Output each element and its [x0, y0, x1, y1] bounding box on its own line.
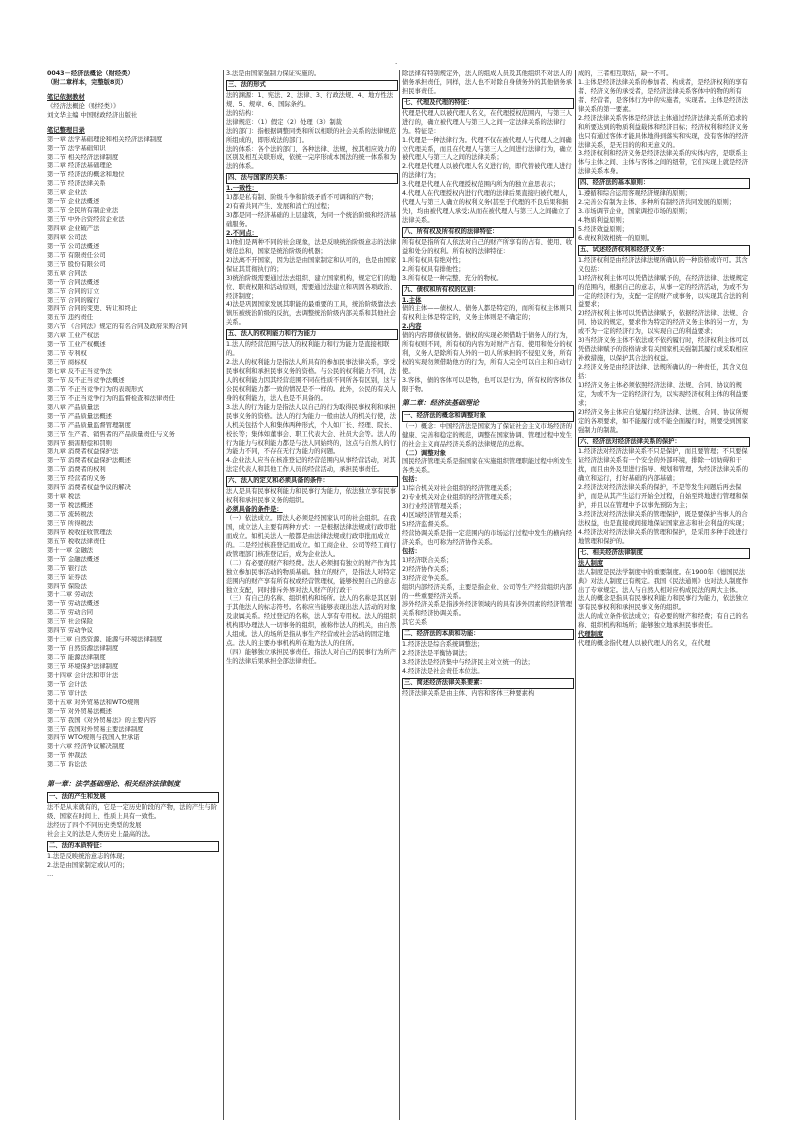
paragraph: 法律规范：（1）假定（2）处理（3）制裁 — [226, 118, 342, 126]
toc-item: 第三节 股份有限公司 — [47, 260, 106, 268]
paragraph: 1)都是私有制、阶级斗争和阶级矛盾不可调和的产物； — [226, 194, 378, 202]
toc-item: 第二节 有限责任公司 — [47, 251, 106, 259]
paragraph: 法人的成立条件依法成立；有必要的财产和经费；有自己的名称、组织机构和场所；能够独立地承担民事责任。 — [578, 613, 749, 630]
toc-item: 第五节 税收法律责任 — [47, 537, 106, 545]
toc-item: 第一节 经济法的概念和地位 — [47, 171, 125, 179]
paragraph: 法不是从来就有的，它是一定历史阶段的产物，法的产生与阶级、国家在时间上、性质上具有一致性。 — [47, 804, 218, 820]
toc-item: 第一节 公司法概述 — [47, 242, 100, 250]
subheading: 包括： — [402, 476, 421, 484]
paragraph: 2.经济法律关系客体是经济法主体通过经济法律关系所追求的和所要达到的物质利益载体和经济目标；经济权利和经济义务也只有通过客体才能具体地得到落实和实现，没有客体的经济法律关系，是无目的的和无意义的。 — [578, 114, 749, 149]
toc-item: 第一节 消费者权益保护法概述 — [47, 457, 131, 465]
toc-item: 第二节 经济法律关系 — [47, 180, 106, 188]
toc-item: 第五节 违约责任 — [47, 314, 94, 322]
toc-item: 第十三章 自然资源、能源与环境法律制度 — [47, 636, 163, 644]
paragraph: 1.遵循和综合运用客观经济规律的原则； — [578, 190, 692, 198]
paragraph: 2.代理是代理人以被代理人名义进行的，即代替被代理人进行的法律行为； — [402, 163, 572, 180]
paragraph: 2.所有权具有排他性； — [402, 265, 465, 273]
section-toc: 笔记整理目录 — [47, 126, 85, 134]
paragraph: 4.代理人在代理授权内进行代理的法律后果直接归被代理人，代理人与第三人确立的权利义务(甚至于代理的不良后果和损失)，均由被代理人承受;从而在被代理人与第三人之间确立了法律关系。 — [402, 190, 572, 224]
heading: 二、法的本质特征： — [47, 841, 219, 852]
heading: 七、代理及代理的特征： — [402, 98, 574, 109]
paragraph: 4.经济法是社会责任本位法。 — [402, 668, 484, 675]
paragraph: 代理的概念指代理人以被代理人的名义，在代理 — [578, 640, 711, 648]
toc-item: 第二节 消费者的权利 — [47, 466, 106, 474]
paragraph: … — [47, 870, 54, 878]
toc-item: 第一节 劳动法概述 — [47, 600, 100, 608]
heading: 五、试述经济权利和经济义务： — [578, 245, 750, 256]
heading: 六、法人的定义和必须具备的条件： — [226, 476, 398, 487]
toc-item: 第四节 保险法 — [47, 582, 87, 590]
toc-item: 第四节 损害赔偿和罚则 — [47, 439, 112, 447]
paragraph: 2.完善公有制为主体、多种所有制经济共同发展的原则； — [578, 199, 736, 207]
heading: 三、法的形式 — [226, 80, 398, 91]
toc-item: 第二节 能源法律制度 — [47, 654, 106, 661]
toc-item: 第二节 劳动合同 — [47, 609, 94, 617]
toc-item: 第一节 仲裁法 — [47, 752, 87, 760]
heading: 一、法的产生和发展 — [47, 792, 219, 803]
paragraph: （一）概念：中国经济法是国家为了保证社会主义市场经济的健康、完善和稳定的规范，调整在国家协调、管理过程中发生的社会主义商品经济关系的法律规范的总称。 — [402, 422, 573, 448]
paragraph: 1.代理是一种法律行为。代理不仅在被代理人与代理人之间确立代理关系，而且在代理人与第三人之间进行法律行为，确立被代理人与第三人之间的法律关系； — [402, 136, 573, 162]
paragraph: 所有权是指所有人依法对自己的财产所享有的占有、使用、收益和处分的权利。所有权的法律特征： — [402, 238, 573, 255]
heading: 三、简述经济法律关系要素： — [402, 678, 574, 689]
paragraph: 法人是具有民事权利能力和民事行为能力，依法独立享有民事权利和承担民事义务的组织。 — [226, 488, 397, 505]
subheading: 必须具备的条件是： — [226, 506, 283, 514]
toc-item: 第三节 合同的履行 — [47, 296, 100, 304]
toc-item: 第二节 专利权 — [47, 350, 87, 358]
paragraph: 2.法人的权利能力是指法人所具有的参加民事法律关系，享受民事权利和承担民事义务的资格。与公民的权利能力不同，法人的权利能力因其经营范围不同在性质不同所各有区别，这与公民权利能力都一致的情况是不一样的。此外，公民的有关人身的权利能力，法人也是不具备的。 — [226, 359, 397, 402]
column-2 — [223, 70, 398, 1120]
paragraph: 2.法是由国家制定或认可的； — [47, 861, 129, 869]
paragraph: 1)经济联合关系； — [402, 556, 453, 564]
paragraph: 1.经济法对经济法律关系不只是保护，而且要管理；不只要保证经济法律关系有一个安全的外部环境，排除一切妨碍和干扰，而且由外及里进行指导、规划和管理，为经济法律关系的确立和运行，打好基础的内部基础； — [578, 448, 749, 483]
toc-item: 第六节 《合同法》规定的有名合同及政府采购合同 — [47, 323, 188, 331]
toc-item: 第二节 全民所有制企业法 — [47, 207, 119, 215]
toc-item: 第二节 审计法 — [47, 689, 87, 697]
paragraph: 代理是代理人以被代理人名义，在代理授权范围内，与第三人进行的，确立被代理人与第三人之间一定法律关系的法律行为。特征是： — [402, 109, 573, 135]
heading: 九、债权和所有权的区别： — [402, 285, 574, 296]
paragraph: 3)统治阶级需要通过法去组织、建立国家机构，规定它们的地位、职责权限和活动原则，需要通过法建立和巩固各项政治、经济制度； — [226, 274, 397, 300]
page-mark: · — [395, 60, 398, 68]
heading: 五、法人的权利能力和行为能力 — [226, 329, 398, 340]
toc-item: 第一节 金融法概述 — [47, 555, 100, 563]
heading: 七、相关经济法律制度 — [578, 548, 750, 559]
doc-subtitle: （附二章样本，完整版8页） — [47, 78, 127, 86]
toc-item: 第十四章 会计法和审计法 — [47, 671, 119, 679]
subheading: 2.不同点： — [226, 229, 258, 237]
paragraph: 3.客体，债的客体可以是物，也可以是行为，所有权的客体仅限于物。 — [402, 376, 572, 393]
column-4 — [575, 70, 750, 1120]
paragraph: 1.法是反映统治意志的体现； — [47, 852, 129, 860]
paragraph: 1.所有权具有绝对性； — [402, 256, 465, 264]
paragraph: 4)法是巩固国家发展其职能的最重要的工具，统治阶级靠法去镇压被统治阶级的反抗，去调整统治阶级内部关系和其他社会关系。 — [226, 301, 397, 327]
toc-item: 第一节 产品质量法概述 — [47, 412, 112, 420]
subheading: 2.内容 — [402, 323, 422, 331]
paragraph: （一）依法成立。即法人必须是经国家认可的社会组织。在我国，成立法人主要有两种方式：一是根据法律法规或行政审批而成立。如机关法人一般都是由法律法规或行政审批而成立的。二是经过核准登记而成立。如工商企业、公司等经工商行政管理部门核准登记后，成为企业法人。 — [226, 515, 397, 558]
toc-item: 第四章 企业破产法 — [47, 225, 100, 232]
heading: 二、经济法的本质和功能： — [402, 629, 574, 640]
toc-item: 第二节 我国《对外贸易法》的主要内容 — [47, 716, 157, 724]
paragraph: 2.经济法是平衡协调法； — [402, 650, 471, 658]
toc-item: 第四章 公司法 — [47, 233, 87, 241]
toc-item: 第三节 中外合资经营企业法 — [47, 216, 125, 224]
toc-item: 第四节 消费者权益争议的解决 — [47, 484, 131, 492]
toc-item: 第二节 产品质量监督管理制度 — [47, 421, 131, 429]
paragraph: 2.经济义务是由经济法律、法规所确认的一种责任，其含义包括： — [578, 364, 748, 380]
heading: 一、经济法的概念和调整对象 — [402, 411, 574, 422]
paragraph: 3.所有权是一种完整、充分的物权。 — [402, 274, 503, 282]
paragraph: 3.市场调节企业，国家调控市场的原则； — [578, 208, 692, 216]
paragraph: 法的体系：各个法的部门、各种法律、法规，按其相应效力的区别及相互关联形成，依统一完序形成本国法的统一体系和为法的体系。 — [226, 145, 397, 171]
toc-item: 第十六章 经济争议解决制度 — [47, 743, 125, 751]
column-3 — [399, 70, 574, 1120]
paragraph: 1.经济法是综合系统调整法； — [402, 641, 484, 649]
toc-item: 第三节 商标权 — [47, 359, 87, 367]
paragraph: 3)都是同一经济基础的上层建筑，为同一个统治阶级和经济基础服务。 — [226, 212, 397, 228]
paragraph: 6.责权利效相统一的原则。 — [578, 234, 654, 242]
toc-item: 第四节 合同的变更、转让和终止 — [47, 305, 138, 313]
paragraph: 2)专业机关对企业组织的经济管理关系； — [402, 494, 516, 502]
paragraph: 2)经济义务主体应自觉履行经济法律、法规、合同、协议所规定的各项要求，如不能履行或不能全面履行时，则要受到国家强制力的制裁。 — [578, 408, 749, 434]
toc-item: 第一节 自然资源法律制度 — [47, 645, 119, 653]
toc-item: 第二节 银行法 — [47, 564, 87, 572]
toc-item: 第一章 法学基础理论和相关经济法律制度 — [47, 135, 163, 143]
paragraph: 除法律有特别规定外，法人的组成人员及其他组织不对法人的债务承担责任，同样，法人也不对除自身债务外的其他债务承担民事责任。 — [402, 70, 573, 95]
toc-item: 第二节 相关经济法律制度 — [47, 153, 119, 161]
toc-item: 第七章 反不正当竞争法 — [47, 368, 112, 375]
toc-item: 第十五章 对外贸易法和WTO规则 — [47, 698, 140, 706]
toc-item: 第八章 产品质量法 — [47, 403, 100, 411]
toc-item: 第三节 所得税法 — [47, 519, 94, 527]
chapter-2-title: 第二章：经济法基础理论 — [402, 398, 479, 407]
book-name: 《经济法概论（财经类）》 — [47, 102, 120, 110]
toc-item: 第一节 反不正当竞争法概述 — [47, 376, 125, 384]
toc-item: 第二节 不正当竞争行为的表现形式 — [47, 385, 144, 393]
doc-title: 0043－经济法概论（财经类） — [47, 70, 134, 77]
toc-item: 第一节 企业法概述 — [47, 198, 100, 206]
paragraph: 法经历了四个不同历史类型的发展 — [47, 821, 142, 829]
paragraph: 涉外经济关系是指涉外经济领域内的具有涉外因素的经济管理关系和经济协调关系。 — [402, 601, 573, 618]
book-author: 刘文华主编 中国财政经济出版社 — [47, 111, 138, 119]
paragraph: 其它关系 — [402, 619, 428, 627]
subheading: 1.一致性： — [226, 185, 258, 193]
toc-item: 第十章 税法 — [47, 493, 81, 501]
toc-item: 第三节 我国对外贸易主要法律制度 — [47, 725, 144, 733]
paragraph: 经营协调关系是指一定范围内的市场运行过程中发生的横向经济关系，也可称为经济协作关系。 — [402, 529, 573, 546]
toc-item: 第十一章 金融法 — [47, 546, 94, 554]
paragraph: 债的主体——债权人、债务人都是特定的，而所有权主体则只有权利主体是特定的，义务主体则是不确定的； — [402, 305, 573, 322]
toc-item: 第四节 WTO规则与我国入世承诺 — [47, 734, 140, 742]
toc-item: 第六章 工业产权法 — [47, 332, 100, 340]
paragraph: 4.物质利益原则； — [578, 217, 629, 224]
toc-item: 第三节 环境保护法律制度 — [47, 662, 119, 670]
toc-item: 第四节 劳动争议 — [47, 627, 94, 635]
subheading: 包括： — [402, 547, 421, 555]
paragraph: 法人的概念是指具有民事权利能力和民事行为能力，依法独立享有民事权利和承担民事义务的组织。 — [578, 595, 749, 612]
paragraph: 4.企业法人应当在核准登记的经营范围内从事经营活动，对其法定代表人和其他工作人员的经营活动，承担民事责任。 — [226, 457, 396, 474]
paragraph: 成的，三者相互联结，缺一不可。 — [578, 70, 673, 77]
heading: 四、法与国家的关系： — [226, 173, 398, 184]
column-1 — [47, 70, 219, 1120]
paragraph: 法的结构： — [226, 109, 258, 117]
heading: 八、所有权及所有权的法律特征： — [402, 227, 574, 238]
paragraph: 3)行业经济管理关系； — [402, 503, 466, 511]
toc-item: 第三章 企业法 — [47, 189, 87, 197]
toc-item: 第二节 诉讼法 — [47, 761, 87, 769]
subheading: 代理制度 — [578, 631, 604, 639]
toc-item: 第三节 社会保险 — [47, 618, 94, 626]
paragraph: 3.法人的行为能力是指法人以自己的行为取得民事权利和承担民事义务的资格。法人的行为能力一般由法人的机关行使，法人机关包括个人和集体两种形式，个人如厂长、经理、院长、校长等；集体如董事会、职工代表大会、社员大会等。法人的行为能力与权利能力都是与法人同始终的，这点与自然人的行为能力不同，不存在无行为能力的问题。 — [226, 403, 397, 456]
toc-item: 第五章 合同法 — [47, 269, 87, 277]
paragraph: （三）有自己的名称、组织机构和场所。法人的名称是其区别于其他法人的标志符号。名称应当能够表现出法人活动的对象及隶属关系。经过登记的名称，法人享有专用权。法人的组织机构即办理法人一切事务的组织，被称作法人的机关，由自然人组成。法人的场所是指从事生产经营或社会活动的固定地点。法人的主要办事机构所在地为法人的住所。 — [226, 595, 397, 648]
toc-item: 第十二章 劳动法 — [47, 591, 94, 599]
paragraph: （四）能够独立承担民事责任。指法人对自己的民事行为所产生的法律后果承担全部法律责任。 — [226, 649, 397, 665]
toc-item: 第一节 税法概述 — [47, 502, 94, 510]
toc-item: 第三节 经营者的义务 — [47, 475, 106, 483]
chapter-1-title: 第一章：法学基础理论、相关经济法律制度 — [47, 780, 180, 789]
subheading: 法人制度 — [578, 559, 604, 567]
paragraph: 组织内部经济关系，主要是指企业、公司等生产经营组织内部的一些重要经济关系。 — [402, 583, 573, 600]
table-of-contents — [47, 136, 219, 771]
paragraph: 5.经济效益原则； — [578, 225, 629, 233]
toc-item: 第一节 会计法 — [47, 680, 87, 688]
paragraph: 1.主体是经济法律关系的参加者、构成者，是经济权利的享有者、经济义务的承受者，是经济法律关系客体中的物的所有者、经营者，是客体行为中的实施者，实现者。主体是经济法律关系的第一要素。 — [578, 78, 749, 113]
paragraph: 债的内容即债权债务。债权的实现必须借助于债务人的行为，所有权则不同，所有权的内容为对财产占有、使用和处分的权利，义务人是除所有人外的一切人所承担的不侵犯义务，所有权的实现勿须借助他方的行为，所有人完全可以自主和自动行使。 — [402, 332, 573, 375]
paragraph: 3.经济法是经济集中与经济民主对立统一的法； — [402, 659, 534, 667]
toc-item: 第一节 法学基础知识 — [47, 144, 106, 152]
paragraph: 2)法离不开国家，因为法是由国家制定和认可的，也是由国家保证其贯彻执行的； — [226, 256, 397, 273]
paragraph: 3)经济竞争关系。 — [402, 574, 453, 582]
paragraph: 1)他们是两种不同的社会现象，法是反映统治阶级意志的法律规范总和，国家是统治阶级的机器； — [226, 238, 397, 255]
toc-item: 第四节 税收征收管理法 — [47, 528, 112, 536]
paragraph: 国民经济管理关系是指国家在实施组织管理职能过程中所发生各类关系。 — [402, 458, 573, 475]
toc-item: 第三节 证券法 — [47, 573, 87, 581]
paragraph: 1)经济权利主体可以凭借法律赋予的，在经济法律、法规规定的范围内，根据自己的意志，从事一定的经济活动，为或不为一定的经济行为，支配一定的财产或事务，以实现其合法的利益要求； — [578, 274, 749, 309]
paragraph: 1)经济义务主体必须依照经济法律、法规、合同、协议的规定，为或不为一定的经济行为，以实现经济权利主体的利益要求； — [578, 381, 749, 407]
paragraph: （二）有必要的财产和经费。法人必须拥有独立的财产作为其独立参加民事活动的物质基础。独立的财产，是指法人对特定范围内的财产享有所有权或经营管理权，能够按照自己的意志独立支配，同时排斥外界对法人财产的行政干 — [226, 559, 397, 594]
paragraph: 法人制度是民法学制度中的重要制度。在1900年《德国民法典》对法人制度已有规定。我国《民法通则》也对法人制度作出了专章规定。法人与自然人相对应构成民法的两大主体。 — [578, 568, 749, 594]
toc-item: 第九章 消费者权益保护法 — [47, 448, 119, 456]
paragraph: 社会主义的法是人类历史上最高的法。 — [47, 830, 155, 838]
paragraph: 3.代理是代理人在代理授权范围内所为的独立意思表示； — [402, 181, 560, 189]
paragraph: 1.法人的经营范围与法人的权利能力和行为能力是直接相联的。 — [226, 341, 390, 358]
toc-item: 第三节 不正当竞争行为的监督检查和法律责任 — [47, 394, 175, 402]
paragraph: 5)经济监督关系。 — [402, 521, 453, 528]
paragraph: 2)经济协作关系； — [402, 565, 453, 573]
subheading: 1.主体 — [402, 296, 422, 304]
toc-item: 第一节 对外贸易法概述 — [47, 707, 112, 715]
section-textbook: 笔记依据教材 — [47, 93, 85, 101]
paragraph: 3)当经济义务主体不依法或不依约履行时，经济权利主体可以凭借法律赋予的资格请求有关国家机关强制其履行或采取相应补救措施，以保护其合法的权益。 — [578, 337, 749, 363]
paragraph: 4.经济法对经济法律关系的管理和保护，是采用多种手段进行地管理和保护的。 — [578, 528, 748, 545]
paragraph: 经济法律关系是由主体、内容和客体三种要素构 — [402, 689, 535, 697]
paragraph: 2)经济权利主体可以凭借法律赋予，依据经济法律、法规、合同、协议的规定，要求作为特定的经济义务主体的另一方，为或不为一定的经济行为，以实现自己的利益要求； — [578, 310, 749, 336]
paragraph: 1)综合机关对社会组织的经济管理关系； — [402, 485, 516, 493]
toc-item: 第二节 流转税法 — [47, 511, 94, 518]
paragraph: 2)有着共同产生、发展和消亡的过程； — [226, 203, 334, 211]
paragraph: 3.经济权利和经济义务是经济法律关系的实体内容，是联系主体与主体之间、主体与客体之间的纽带，它们实现上就是经济法律关系本身。 — [578, 150, 749, 176]
heading: 四、经济法的基本原则： — [578, 178, 750, 189]
paragraph: 3.法是由国家强制力保证实施的。 — [226, 70, 321, 77]
toc-item: 第一节 工业产权概述 — [47, 341, 106, 349]
paragraph: 2.经济法对经济法律关系的保护，不是等发生问题后再去保护，而是从其产生运行开始全过程，自始至终地进行管理和保护，并且以在管理中予以事先预防为主； — [578, 484, 749, 510]
heading: 六、经济法对经济法律关系的保护： — [578, 437, 750, 448]
toc-item: 第二节 合同的订立 — [47, 287, 100, 295]
paragraph: 4)区域经济管理关系； — [402, 512, 466, 520]
paragraph: 1.经济权利是由经济法律法规所确认的一种资格或许可。其含义包括： — [578, 256, 748, 273]
toc-item: 第三节 生产者、销售者的产品质量责任与义务 — [47, 430, 175, 438]
toc-item: 第一节 合同法概述 — [47, 278, 100, 286]
paragraph: 法的渊源：1、宪法、2、法律、3、行政法规、4、地方性法规、5、规章、6、国际条约。 — [226, 91, 394, 108]
toc-item: 第二章 经济法基础理论 — [47, 162, 112, 170]
paragraph: （二）调整对象 — [402, 449, 447, 457]
paragraph: 3.经济法对经济法律关系的管理保护，既是要保护当事人的合法权益，也是直接或间接地保证国家意志和社会利益的实现； — [578, 511, 749, 527]
paragraph: 法的部门：指根据调整同类和所以相联的社会关系的法律规范所组成的，即形成法的部门。 — [226, 127, 397, 144]
